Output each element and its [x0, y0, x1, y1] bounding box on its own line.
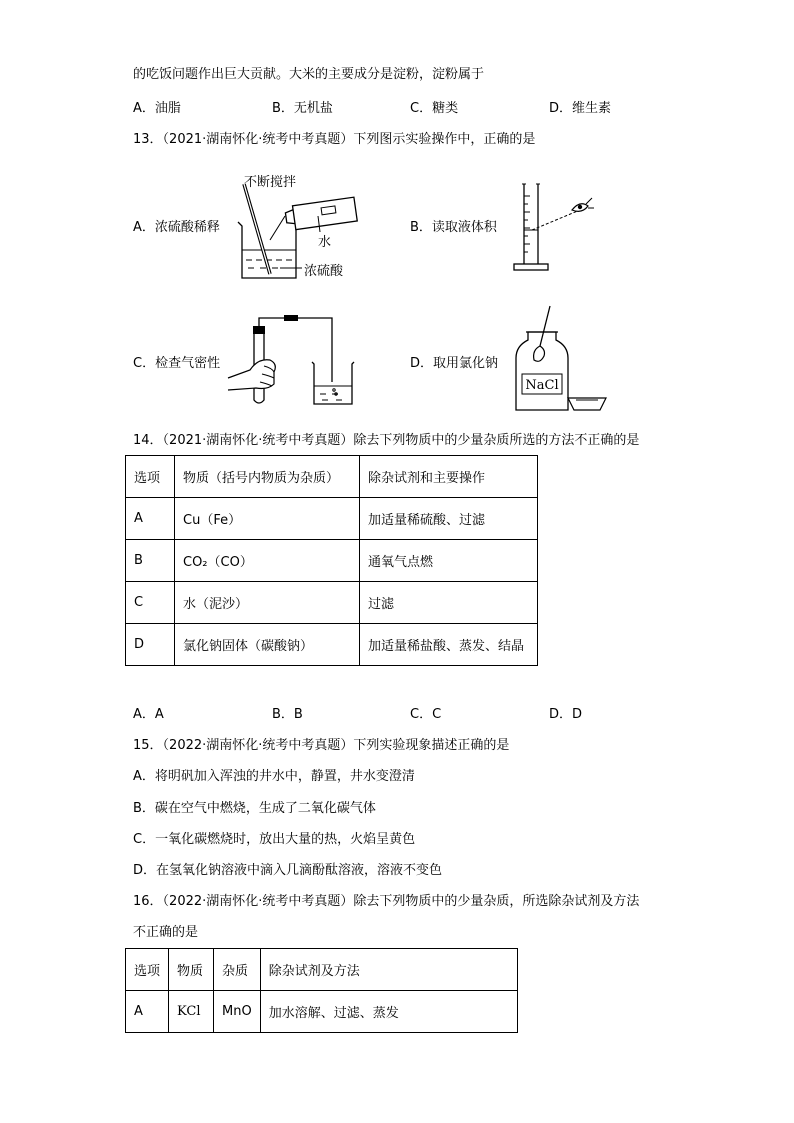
- table-cell: 加水溶解、过滤、蒸发: [260, 991, 517, 1033]
- q15-option-b[interactable]: B．碳在空气中燃烧，生成了二氧化碳气体: [133, 801, 376, 816]
- table-cell: CO₂（CO）: [175, 540, 360, 582]
- table-cell: A: [126, 498, 175, 540]
- table-cell: Cu（Fe）: [175, 498, 360, 540]
- table-cell: D: [126, 624, 175, 666]
- q12-option-b[interactable]: B．无机盐: [272, 101, 333, 116]
- table-row: [126, 582, 538, 624]
- table-cell: 加适量稀硫酸、过滤: [360, 498, 538, 540]
- table-header-cell: 物质: [169, 949, 214, 991]
- q13-option-c[interactable]: C．检查气密性: [133, 356, 221, 371]
- table-cell: 加适量稀盐酸、蒸发、结晶: [360, 624, 538, 666]
- table-cell: MnO: [214, 991, 261, 1033]
- q15-stem: 15．（2022·湖南怀化·统考中考真题）下列实验现象描述正确的是: [133, 738, 510, 753]
- table-cell: 水（泥沙）: [175, 582, 360, 624]
- table-row: [126, 991, 518, 1033]
- q14-option-b[interactable]: B．B: [272, 707, 303, 722]
- table-row: [126, 498, 538, 540]
- q14-option-a[interactable]: A．A: [133, 707, 164, 722]
- q15-option-c[interactable]: C．一氧化碳燃烧时，放出大量的热，火焰呈黄色: [133, 832, 416, 847]
- airtightness-check-figure: [228, 310, 358, 410]
- table-cell: 过滤: [360, 582, 538, 624]
- q14-table: [125, 455, 538, 666]
- table-header-cell: 选项: [126, 949, 169, 991]
- water-label: 水: [318, 235, 332, 250]
- table-header-cell: 除杂试剂及方法: [260, 949, 517, 991]
- q12-option-d[interactable]: D．维生素: [549, 101, 612, 116]
- q12-option-c[interactable]: C．糖类: [410, 101, 459, 116]
- q15-option-a[interactable]: A．将明矾加入浑浊的井水中，静置，井水变澄清: [133, 769, 415, 784]
- table-header-cell: 杂质: [214, 949, 261, 991]
- q16-stem: 16．（2022·湖南怀化·统考中考真题）除去下列物质中的少量杂质，所选除杂试剂及方法: [133, 894, 640, 909]
- table-row: [126, 624, 538, 666]
- graduated-cylinder-figure: [510, 180, 600, 272]
- q13-option-d[interactable]: D．取用氯化钠: [410, 356, 499, 371]
- q14-stem: 14．（2021·湖南怀化·统考中考真题）除去下列物质中的少量杂质所选的方法不正确的是: [133, 433, 640, 448]
- table-header-cell: 物质（括号内物质为杂质）: [175, 456, 360, 498]
- q14-option-c[interactable]: C．C: [410, 707, 442, 722]
- nacl-bottle-figure: [510, 302, 610, 414]
- table-cell: 通氧气点燃: [360, 540, 538, 582]
- table-cell: C: [126, 582, 175, 624]
- table-cell: B: [126, 540, 175, 582]
- q16-table: [125, 948, 518, 1033]
- q15-option-d[interactable]: D．在氢氧化钠溶液中滴入几滴酚酞溶液，溶液不变色: [133, 863, 443, 878]
- q13-stem: 13．（2021·湖南怀化·统考中考真题）下列图示实验操作中，正确的是: [133, 132, 536, 147]
- table-header-row: [126, 456, 538, 498]
- q13-option-a[interactable]: A．浓硫酸稀释: [133, 220, 220, 235]
- table-header-row: [126, 949, 518, 991]
- table-cell: KCl: [169, 991, 214, 1033]
- table-cell: 氯化钠固体（碳酸钠）: [175, 624, 360, 666]
- table-cell: A: [126, 991, 169, 1033]
- table-row: [126, 540, 538, 582]
- q13-option-b[interactable]: B．读取液体积: [410, 220, 497, 235]
- acid-label: 浓硫酸: [304, 264, 344, 279]
- q12-stem: 的吃饭问题作出巨大贡献。大米的主要成分是淀粉，淀粉属于: [133, 67, 485, 82]
- table-header-cell: 选项: [126, 456, 175, 498]
- q16-stem-cont: 不正确的是: [133, 925, 199, 940]
- q14-option-d[interactable]: D．D: [549, 707, 583, 722]
- nacl-bottle-label: NaCl: [525, 378, 559, 393]
- table-header-cell: 除杂试剂和主要操作: [360, 456, 538, 498]
- q12-option-a[interactable]: A．油脂: [133, 101, 181, 116]
- stir-label: 不断搅拌: [244, 175, 297, 190]
